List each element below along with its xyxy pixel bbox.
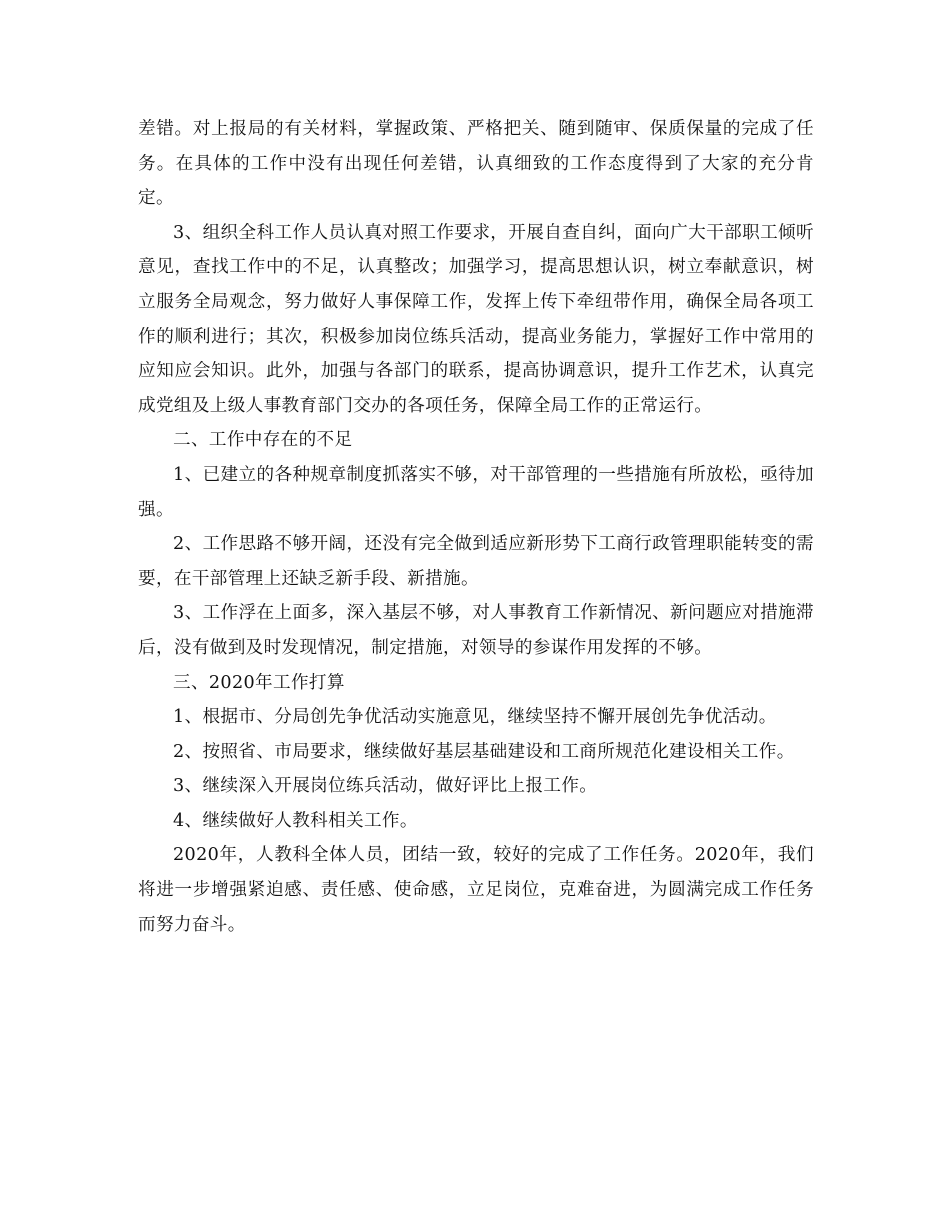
section-heading-shortcomings: 二、工作中存在的不足 xyxy=(173,430,353,451)
paragraph-continuation: 差错。对上报局的有关材料，掌握政策、严格把关、随到随审、保质保量的完成了任务。在具体的工作中没有出现任何差错，认真细致的工作态度得到了大家的充分肯定。 xyxy=(138,119,814,209)
shortcoming-item-3: 3、工作浮在上面多，深入基层不够，对人事教育工作新情况、新问题应对措施滞后，没有做到及时发现情况，制定措施，对领导的参谋作用发挥的不够。 xyxy=(138,603,814,658)
plan-item-3: 3、继续深入开展岗位练兵活动，做好评比上报工作。 xyxy=(173,776,598,797)
plan-item-4: 4、继续做好人教科相关工作。 xyxy=(173,810,418,831)
document-body xyxy=(138,112,814,942)
shortcoming-item-2: 2、工作思路不够开阔，还没有完全做到适应新形势下工商行政管理职能转变的需要，在干部管理上还缺乏新手段、新措施。 xyxy=(138,534,814,589)
plan-item-1: 1、根据市、分局创先争优活动实施意见，继续坚持不懈开展创先争优活动。 xyxy=(173,707,777,728)
shortcoming-item-1: 1、已建立的各种规章制度抓落实不够，对干部管理的一些措施有所放松，亟待加强。 xyxy=(138,464,814,520)
paragraph-item-3: 3、组织全科工作人员认真对照工作要求，开展自查自纠，面向广大干部职工倾听意见，查找工作中的不足，认真整改；加强学习，提高思想认识，树立奉献意识，树立服务全局观念，努力做好人事保障工作，发挥上传下牵纽带作用，确保全局各项工作的顺利进行；其次，积极参加岗位练兵活动，提高业务能力，掌握好工作中常用的应知应会知识。此外，加强与各部门的联系，提高协调意识，提升工作艺术，认真完成党组及上级人事教育部门交办的各项任务，保障全局工作的正常运行。 xyxy=(138,222,814,416)
section-heading-plans: 三、2020年工作打算 xyxy=(173,672,345,693)
plan-item-2: 2、按照省、市局要求，继续做好基层基础建设和工商所规范化建设相关工作。 xyxy=(173,741,795,762)
closing-paragraph: 2020年，人教科全体人员，团结一致，较好的完成了工作任务。2020年，我们将进一步增强紧迫感、责任感、使命感，立足岗位，克难奋进，为圆满完成工作任务而努力奋斗。 xyxy=(138,845,814,935)
